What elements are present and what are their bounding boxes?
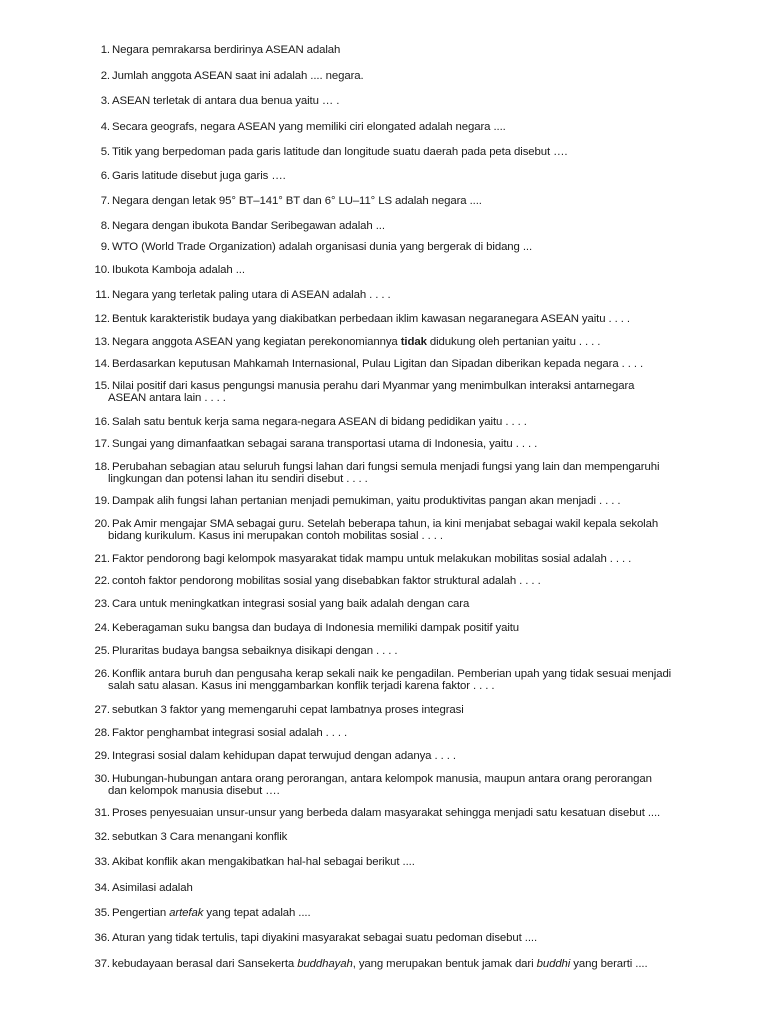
question-item	[88, 807, 700, 819]
question-text: Integrasi sosial dalam kehidupan dapat terwujud dengan adanya . . . .	[112, 750, 456, 762]
question-number: 13.	[94, 336, 110, 348]
question-text: Hubungan-hubungan antara orang perorangan, antara kelompok manusia, maupun antara orang perorangan	[112, 773, 652, 785]
question-text-part: didukung oleh pertanian yaitu . . . .	[426, 336, 601, 348]
question-number: 26.	[94, 668, 110, 680]
question-text-continuation: dan kelompok manusia disebut ….	[108, 785, 280, 797]
question-text-part: , yang merupakan bentuk jamak dari	[352, 958, 537, 970]
question-number: 20.	[94, 518, 110, 530]
question-item	[88, 358, 700, 370]
question-text: ASEAN terletak di antara dua benua yaitu … .	[112, 95, 340, 107]
question-item	[88, 241, 700, 253]
question-item	[88, 907, 700, 919]
question-number: 7.	[100, 195, 110, 207]
question-item	[88, 289, 700, 301]
question-emphasis-bold: tidak	[400, 336, 427, 348]
question-number: 12.	[94, 313, 110, 325]
question-item	[88, 575, 700, 587]
question-emphasis-italic: buddhayah	[297, 958, 353, 970]
question-item	[88, 773, 700, 797]
question-item	[88, 958, 700, 970]
question-text: Garis latitude disebut juga garis ….	[112, 170, 286, 182]
question-number: 19.	[94, 495, 110, 507]
question-number: 28.	[94, 727, 110, 739]
question-number: 6.	[100, 170, 110, 182]
question-number: 36.	[94, 932, 110, 944]
question-text-continuation: salah satu alasan. Kasus ini menggambarkan konflik terjadi karena faktor . . . .	[108, 680, 495, 692]
question-text-continuation: ASEAN antara lain . . . .	[108, 392, 226, 404]
question-item	[88, 461, 700, 485]
question-text: Negara dengan letak 95° BT–141° BT dan 6° LU–11° LS adalah negara ....	[112, 195, 482, 207]
question-item	[88, 750, 700, 762]
question-text: Jumlah anggota ASEAN saat ini adalah .... negara.	[112, 70, 364, 82]
question-text: Asimilasi adalah	[112, 882, 193, 894]
question-number: 32.	[94, 831, 110, 843]
question-item	[88, 932, 700, 944]
question-number: 1.	[100, 44, 110, 56]
question-text: Faktor pendorong bagi kelompok masyarakat tidak mampu untuk melakukan mobilitas sosial adalah . . . .	[112, 553, 632, 565]
question-text-continuation: lingkungan dan potensi lahan itu sendiri disebut . . . .	[108, 473, 368, 485]
question-number: 27.	[94, 704, 110, 716]
question-text: Negara yang terletak paling utara di ASEAN adalah . . . .	[112, 289, 391, 301]
question-text: Secara geografs, negara ASEAN yang memiliki ciri elongated adalah negara ....	[112, 121, 506, 133]
question-item	[88, 727, 700, 739]
question-number: 35.	[94, 907, 110, 919]
question-item	[88, 704, 700, 716]
question-text: Cara untuk meningkatkan integrasi sosial yang baik adalah dengan cara	[112, 598, 470, 610]
question-text: Nilai positif dari kasus pengungsi manusia perahu dari Myanmar yang menimbulkan interaksi antarnegara	[112, 380, 635, 392]
question-number: 11.	[95, 289, 110, 301]
question-number: 17.	[94, 438, 110, 450]
question-item	[88, 146, 700, 158]
question-number: 4.	[100, 121, 110, 133]
question-number: 37.	[94, 958, 110, 970]
question-number: 10.	[94, 264, 110, 276]
question-text: Faktor penghambat integrasi sosial adalah . . . .	[112, 727, 348, 739]
question-text: Titik yang berpedoman pada garis latitude dan longitude suatu daerah pada peta disebut ….	[112, 146, 568, 158]
question-item	[88, 622, 700, 634]
question-text-part: kebudayaan berasal dari Sansekerta	[112, 958, 298, 970]
question-number: 29.	[94, 750, 110, 762]
question-number: 24.	[94, 622, 110, 634]
question-number: 25.	[94, 645, 110, 657]
question-text: Negara dengan ibukota Bandar Seribegawan adalah ...	[112, 220, 385, 232]
question-item	[88, 313, 700, 325]
question-text: Konflik antara buruh dan pengusaha kerap sekali naik ke pengadilan. Pemberian upah yang tidak sesuai menjadi	[112, 668, 672, 680]
question-text-part: Pengertian	[112, 907, 170, 919]
question-text: Salah satu bentuk kerja sama negara-negara ASEAN di bidang pedidikan yaitu . . . .	[112, 416, 527, 428]
question-text: Pluraritas budaya bangsa sebaiknya disikapi dengan . . . .	[112, 645, 398, 657]
question-item	[88, 170, 700, 182]
question-text-continuation: bidang kurikulum. Kasus ini merupakan contoh mobilitas sosial . . . .	[108, 530, 443, 542]
question-item	[88, 668, 700, 692]
question-text-part: yang berarti ....	[570, 958, 648, 970]
question-number: 14.	[94, 358, 110, 370]
question-item	[88, 220, 700, 232]
question-number: 23.	[94, 598, 110, 610]
question-text: Negara pemrakarsa berdirinya ASEAN adalah	[112, 44, 341, 56]
question-text: contoh faktor pendorong mobilitas sosial yang disebabkan faktor struktural adalah . . . .	[112, 575, 541, 587]
question-number: 21.	[94, 553, 110, 565]
question-number: 16.	[94, 416, 110, 428]
question-item	[88, 495, 700, 507]
question-text: WTO (World Trade Organization) adalah organisasi dunia yang bergerak di bidang ...	[112, 241, 533, 253]
question-number: 2.	[100, 70, 110, 82]
question-item	[88, 195, 700, 207]
question-number: 15.	[94, 380, 110, 392]
question-number: 34.	[94, 882, 110, 894]
question-item	[88, 70, 700, 82]
question-text: Ibukota Kamboja adalah ...	[112, 264, 245, 276]
question-text: Pak Amir mengajar SMA sebagai guru. Setelah beberapa tahun, ia kini menjabat sebagai wakil kepala sekolah	[112, 518, 659, 530]
question-number: 3.	[100, 95, 110, 107]
question-text: Sungai yang dimanfaatkan sebagai sarana transportasi utama di Indonesia, yaitu . . . .	[112, 438, 538, 450]
question-item	[88, 518, 700, 542]
question-number: 8.	[100, 220, 110, 232]
question-item	[88, 598, 700, 610]
question-text: sebutkan 3 faktor yang memengaruhi cepat lambatnya proses integrasi	[112, 704, 464, 716]
question-text: Bentuk karakteristik budaya yang diakibatkan perbedaan iklim kawasan negaranegara ASEAN yaitu . . . .	[112, 313, 630, 325]
question-item	[88, 121, 700, 133]
question-text: Keberagaman suku bangsa dan budaya di Indonesia memiliki dampak positif yaitu	[112, 622, 520, 634]
question-item	[88, 645, 700, 657]
question-text-part: yang tepat adalah ....	[203, 907, 311, 919]
question-number: 30.	[94, 773, 110, 785]
question-text: Aturan yang tidak tertulis, tapi diyakini masyarakat sebagai suatu pedoman disebut ....	[112, 932, 538, 944]
question-item	[88, 264, 700, 276]
question-item	[88, 44, 700, 56]
question-text: Akibat konflik akan mengakibatkan hal-hal sebagai berikut ....	[112, 856, 415, 868]
question-number: 18.	[94, 461, 110, 473]
question-item	[88, 380, 700, 404]
question-item	[88, 336, 700, 348]
question-text: Proses penyesuaian unsur-unsur yang berbeda dalam masyarakat sehingga menjadi satu kesatuan disebut ....	[112, 807, 661, 819]
question-item	[88, 553, 700, 565]
question-text-part: Negara anggota ASEAN yang kegiatan perekonomiannya	[112, 336, 401, 348]
question-item	[88, 416, 700, 428]
question-text: sebutkan 3 Cara menangani konflik	[112, 831, 288, 843]
question-item	[88, 856, 700, 868]
question-item	[88, 831, 700, 843]
question-number: 22.	[94, 575, 110, 587]
question-number: 31.	[94, 807, 110, 819]
question-item	[88, 438, 700, 450]
question-number: 9.	[100, 241, 110, 253]
question-emphasis-italic: artefak	[169, 907, 204, 919]
question-emphasis-italic: buddhi	[536, 958, 571, 970]
question-item	[88, 882, 700, 894]
question-text: Perubahan sebagian atau seluruh fungsi lahan dari fungsi semula menjadi fungsi yang lain dan mempengaruhi	[112, 461, 660, 473]
question-text: Berdasarkan keputusan Mahkamah Internasional, Pulau Ligitan dan Sipadan diberikan kepada negara . . . .	[112, 358, 644, 370]
question-text: Dampak alih fungsi lahan pertanian menjadi pemukiman, yaitu produktivitas pangan akan menjadi . . . .	[112, 495, 621, 507]
question-number: 5.	[100, 146, 110, 158]
question-item	[88, 95, 700, 107]
question-number: 33.	[94, 856, 110, 868]
